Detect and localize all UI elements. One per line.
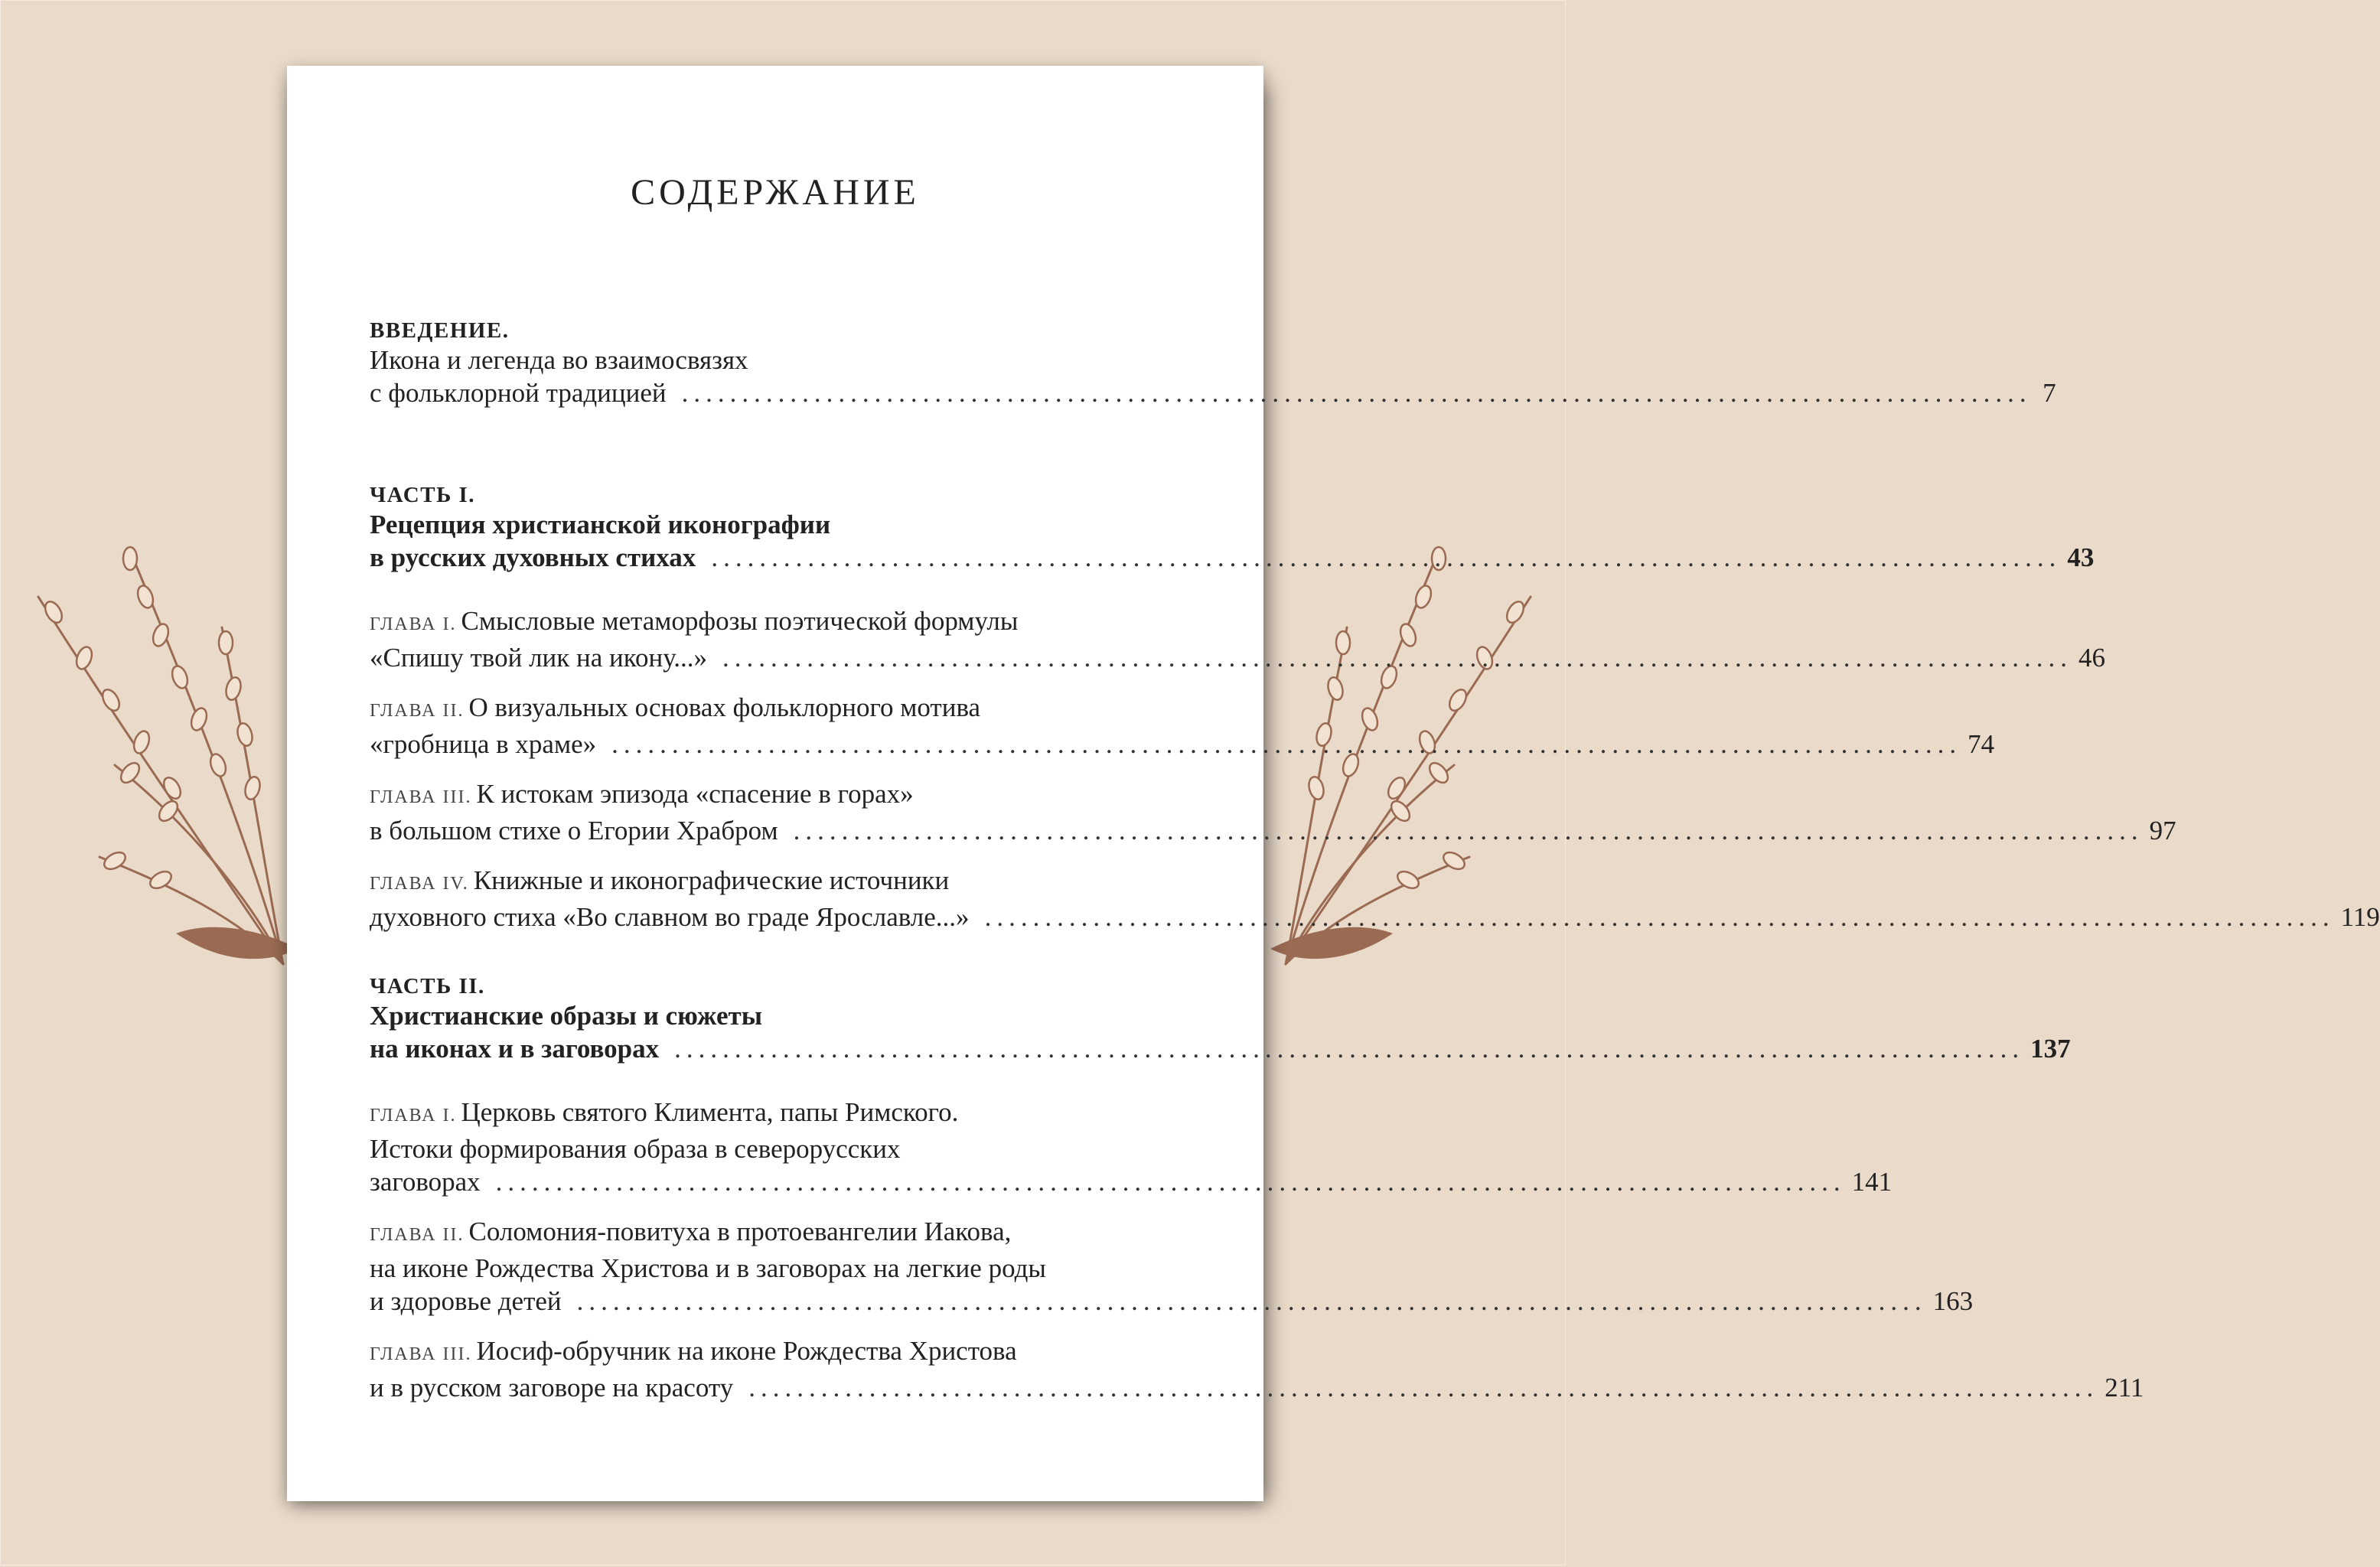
chapter-title-line: К истокам эпизода «спасение в горах» <box>476 779 914 809</box>
part-title-line: на иконах и в заговорах <box>370 1034 660 1064</box>
dot-leader: ................................................................................................................ <box>722 643 2072 673</box>
toc-entry-row <box>370 1165 1893 1198</box>
page-number: 141 <box>1851 1167 1893 1197</box>
chapter-title-line: заговорах <box>370 1167 481 1197</box>
chapter-title-line: и в русском заговоре на красоту <box>370 1373 734 1402</box>
chapter-title-line: Истоки формирования образа в северорусских <box>370 1134 901 1164</box>
part-label: ЧАСТЬ I. <box>370 483 476 507</box>
intro-title-line: Икона и легенда во взаимосвязях <box>370 345 748 375</box>
page-number: 119 <box>2340 902 2380 932</box>
chapter-label: ГЛАВА I. <box>370 1106 457 1126</box>
chapter-label: ГЛАВА II. <box>370 701 465 721</box>
chapter-title-line: Книжные и иконографические источники <box>473 865 950 895</box>
toc-intro <box>370 318 2056 409</box>
page-number: 7 <box>2043 378 2056 408</box>
chapter-title-line: духовного стиха «Во славном во граде Ярославле...» <box>370 902 970 932</box>
toc-entry-row <box>370 1032 2071 1065</box>
page-number: 211 <box>2105 1373 2144 1402</box>
page-number: 74 <box>1968 729 1995 759</box>
chapter-label: ГЛАВА II. <box>370 1225 465 1245</box>
chapter-label: ГЛАВА I. <box>370 614 457 634</box>
toc-chapter <box>370 1096 1893 1198</box>
page-number: 97 <box>2149 816 2176 845</box>
chapter-title-line: и здоровье детей <box>370 1286 562 1316</box>
toc-entry-row <box>370 641 2105 674</box>
dot-leader: ................................................................................................................ <box>674 1034 2025 1064</box>
toc-chapter <box>370 864 2380 933</box>
toc-entry-row <box>370 814 2176 847</box>
page-number: 137 <box>2030 1034 2071 1064</box>
dot-leader: ................................................................................................................ <box>793 816 2144 845</box>
toc-entry-row <box>370 1285 1974 1318</box>
toc-chapter <box>370 1334 2144 1404</box>
part-label: ЧАСТЬ II. <box>370 974 485 999</box>
dot-leader: ................................................................................................................ <box>495 1167 1846 1197</box>
chapter-title-line: «Спишу твой лик на икону...» <box>370 643 707 673</box>
page-number: 43 <box>2067 542 2095 572</box>
chapter-title-line: Смысловые метаморфозы поэтической формулы <box>461 606 1019 636</box>
dot-leader: ................................................................................................................ <box>984 902 2335 932</box>
chapter-label: ГЛАВА III. <box>370 1344 472 1364</box>
chapter-title-line: О визуальных основах фольклорного мотива <box>468 692 981 722</box>
toc-entry-row <box>370 901 2380 933</box>
chapter-label: ГЛАВА IV. <box>370 874 469 894</box>
chapter-label: ГЛАВА III. <box>370 787 472 807</box>
toc-chapter <box>370 777 2176 847</box>
book-page <box>287 66 2380 1501</box>
page-title: СОДЕРЖАНИЕ <box>631 172 920 213</box>
intro-label: ВВЕДЕНИЕ. <box>370 318 510 343</box>
toc-chapter <box>370 1215 1974 1318</box>
dot-leader: ................................................................................................................ <box>576 1286 1927 1316</box>
toc-part-1 <box>370 483 2380 950</box>
part-title-line: в русских духовных стихах <box>370 542 696 572</box>
toc-part-2 <box>370 974 2144 1421</box>
page-number: 163 <box>1932 1286 1974 1316</box>
part-title-line: Рецепция христианской иконографии <box>370 510 831 539</box>
intro-title-line: с фольклорной традицией <box>370 378 667 408</box>
chapter-title-line: в большом стихе о Егории Храбром <box>370 816 778 845</box>
part-title-line: Христианские образы и сюжеты <box>370 1001 763 1031</box>
toc-entry-row <box>370 1371 2144 1404</box>
chapter-title-line: Соломония-повитуха в протоевангелии Иакова, <box>468 1217 1012 1246</box>
dot-leader: ................................................................................................................ <box>681 378 2032 408</box>
dot-leader: ................................................................................................................ <box>611 729 1962 759</box>
dot-leader: ................................................................................................................ <box>711 542 2062 572</box>
toc-chapter <box>370 691 1995 761</box>
chapter-title-line: «гробница в храме» <box>370 729 597 759</box>
chapter-title-line: Иосиф-обручник на иконе Рождества Христова <box>476 1336 1017 1366</box>
dot-leader: ................................................................................................................ <box>748 1373 2099 1402</box>
toc-entry-row <box>370 376 2056 409</box>
toc-entry-row <box>370 728 1995 761</box>
toc-entry-row <box>370 541 2095 574</box>
page-number: 46 <box>2078 643 2105 673</box>
chapter-title-line: Церковь святого Климента, папы Римского. <box>461 1097 959 1127</box>
toc-chapter <box>370 604 2105 674</box>
chapter-title-line: на иконе Рождества Христова и в заговорах на легкие роды <box>370 1253 1046 1283</box>
